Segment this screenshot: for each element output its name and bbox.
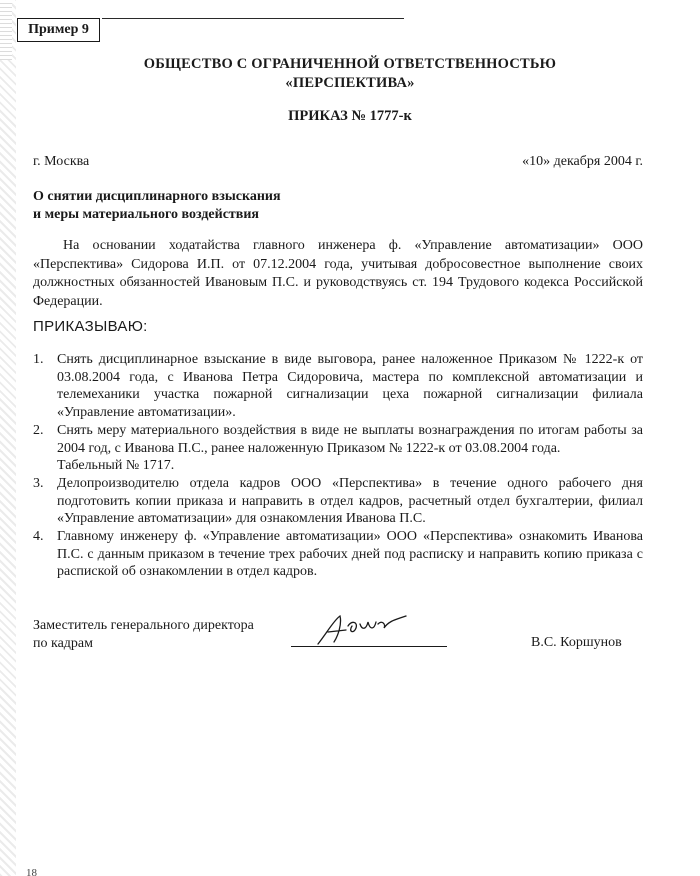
signer-title-line-1: Заместитель генерального директора xyxy=(33,618,254,633)
item-text: Снять меру материального воздействия в виде не выплаты вознаграждения по итогам работы за 2004 год, с Иванова П.С., ранее наложенную Приказом № 1222-к от 03.08.2004 года. xyxy=(57,422,643,456)
signer-title-line-2: по кадрам xyxy=(33,636,93,651)
item-number: 2. xyxy=(33,422,44,438)
subject-line-2: и меры материального воздействия xyxy=(33,207,260,222)
signer-title xyxy=(33,617,254,653)
order-date: «10» декабря 2004 г. xyxy=(522,154,643,169)
organization-line-1: ОБЩЕСТВО С ОГРАНИЧЕННОЙ ОТВЕТСТВЕННОСТЬЮ xyxy=(143,56,557,72)
list-item xyxy=(33,475,643,528)
handwritten-signature xyxy=(312,612,412,648)
list-item xyxy=(33,528,643,581)
signature-line xyxy=(291,646,447,647)
subject-line-1: О снятии дисциплинарного взыскания xyxy=(33,189,281,204)
list-item xyxy=(33,422,643,457)
item-number: 4. xyxy=(33,529,44,545)
personnel-number: Табельный № 1717. xyxy=(57,458,175,474)
top-rule xyxy=(102,18,404,19)
order-word: ПРИКАЗЫВАЮ: xyxy=(33,318,148,335)
page-number: 18 xyxy=(26,867,37,876)
organization-line-2: «ПЕРСПЕКТИВА» xyxy=(285,75,415,91)
item-number: 1. xyxy=(33,352,44,367)
organization-name xyxy=(0,55,700,93)
item-number: 3. xyxy=(33,475,44,491)
signer-name: В.С. Коршунов xyxy=(531,635,622,650)
left-margin-pattern xyxy=(0,0,16,876)
item-text: Главному инженеру ф. «Управление автоматизации» ООО «Перспектива» ознакомить Иванова П.С. с данным приказом в течение трех рабочих дней под расписку и направить копию приказа с распиской об ознакомлении в отдел кадров. xyxy=(57,529,643,580)
order-subject xyxy=(33,188,281,224)
city: г. Москва xyxy=(33,154,90,169)
item-text: Снять дисциплинарное взыскание в виде выговора, ранее наложенное Приказом № 1222-к от 03.08.2004 года, с Иванова Петра Сидоровича, мастера по комплексной автоматизации и телемеханики участка пожарной сигнализации цеха пожарной сигнализации филиала «Управление автоматизации». xyxy=(57,352,643,421)
basis-paragraph: На основании ходатайства главного инженера ф. «Управление автоматизации» ООО «Перспектива» Сидорова И.П. от 07.12.2004 года, учитывая добросовестное выполнение своих должностных обязанностей Ивановым П.С. и руководствуясь ст. 194 Трудового кодекса Российской Федерации. xyxy=(33,238,643,309)
order-items xyxy=(33,351,643,581)
corner-pattern xyxy=(0,0,12,60)
example-label: Пример 9 xyxy=(17,18,100,42)
order-title: ПРИКАЗ № 1777-к xyxy=(288,108,412,124)
list-item xyxy=(33,351,643,422)
item-text: Делопроизводителю отдела кадров ООО «Перспектива» в течение одного рабочего дня подготовить копии приказа и направить в отдел кадров, расчетный отдел бухгалтерии, филиал «Управление автоматизации» для ознакомления Иванова П.С. xyxy=(57,475,643,527)
